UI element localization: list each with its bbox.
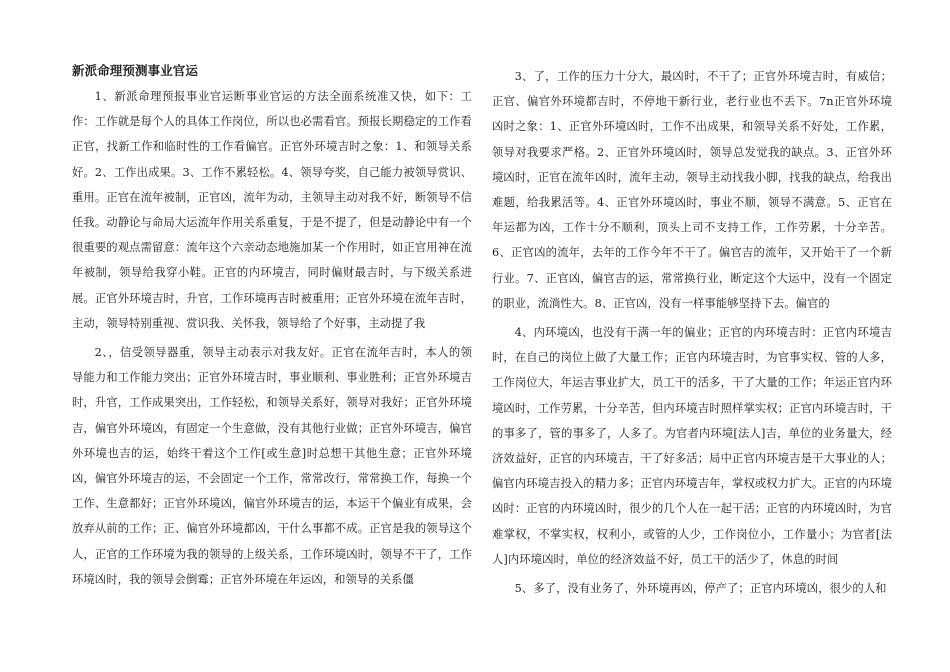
paragraph-3: 3、了，工作的压力十分大，最凶时，不干了；正官外环境吉时，有威信；正官、偏官外环境都吉时，不停地干新行业，老行业也不丢下。7n正官外环境凶时之象：1、正官外环境凶时，工作不出成果，和领导关系不好处，工作累，领导对我要求严格。2、正官外环境凶时，领导总发觉我的缺点。3、正官外环境凶时，正官在流年凶时，流年主动，领导主动找我小脚，找我的缺点，给我出难题，给我累活等。4、正官外环境凶时，事业不顺，领导不满意。5、正官在年运都为凶，工作十分不顺利，顶头上司不支持工作，工作劳累，十分辛苦。6、正官凶的流年，去年的工作今年不干了。偏官吉的流年，又开始干了一个新行业。7、正官凶，偏官吉的运，常常换行业，断定这个大运中，没有一个固定的职业，流淌性大。8、正官凶，没有一样事能够坚持下去。偏官的 — [492, 70, 892, 310]
left-column — [72, 60, 472, 592]
paragraph-2: 2、，信受领导器重，领导主动表示对我友好。正官在流年吉时，本人的领导能力和工作能力突出；正官外环境吉时，事业顺利、事业胜利；正官外环境吉时，升官，工作成果突出，工作轻松，和领导关系好，领导对我好；正官外环境吉，偏官外环境凶，有固定一个生意做，没有其他行业做；正官外环境吉，偏官外环境也吉的运，始终干着这个工作[或生意]时总想干其他生意；正官外环境凶，偏官外环境吉的运，不会固定一个工作，常常改行，常常换工作，每换一个工作、生意都好；正官外环境凶，偏官外环境吉的运，本运干个偏业有成果，会放弃从前的工作；正、偏官外环境都凶，干什么事都不成。正官是我的领导这个人，正官的工作环境为我的领导的上级关系，工作环境凶时，领导不干了，工作环境凶时，我的领导会倒霉；正官外环境在年运凶，和领导的关系僵 — [72, 346, 472, 586]
right-column — [492, 64, 892, 601]
paragraph-5: 5、多了，没有业务了，外环境再凶，停产了；正官内环境凶，很少的人和 — [514, 582, 887, 596]
document-title: 新派命理预测事业官运 — [72, 63, 199, 78]
paragraph-4: 4、内环境凶，也没有干满一年的偏业；正官的内环境吉时：正官内环境吉时，在自己的岗位上做了大量工作；正官内环境吉时，为官事实权、管的人多，工作岗位大，年运吉事业扩大，员工干的活多，干了大量的工作；年运正官内环境凶时，工作劳累，十分辛苦，但内环境吉时照样掌实权；正官内环境吉时，干的事多了，管的事多了，人多了。为官者内环境[法人]吉，单位的业务量大，经济效益好，正官的内环境吉，干了好多活；局中正官内环境吉是干大事业的人；偏官内环境吉投入的精力多；正官内环境吉年，掌权或权力扩大。正官的内环境凶时：正官的内环境凶时，很少的几个人在一起干活；正官的内环境凶时，为官难掌权，不掌实权，权利小，或管的人少，工作岗位小，工作量小；为官者[法人]内环境凶时，单位的经济效益不好，员工干的活少了，休息的时间 — [492, 326, 892, 566]
paragraph-1: 1、新派命理预报事业官运断事业官运的方法全面系统准又快，如下：工作：工作就是每个人的具体工作岗位，所以也必需看官。预报长期稳定的工作看正官，找新工作和临时性的工作看偏官。正官外环境吉时之象：1、和领导关系好。2、工作出成果。3、工作不累轻松。4、领导夸奖，自己能力被领导赏识、重用。正官在流年被制，正官凶，流年为动，主领导主动对我不好，断领导不信任我。动静论与命局大运流年作用关系重复，于是不提了，但是动静论中有一个很重要的观点需留意：流年这个六亲动态地施加某一个作用时，如正官用神在流年被制，领导给我穿小鞋。正官的内环境吉，同时偏财最吉时，与下级关系进展。正官外环境吉时，升官，工作环境再吉时被重用；正官外环境在流年吉时，主动，领导特别重视、赏识我、关怀我，领导给了个好事，主动提了我 — [72, 90, 472, 330]
